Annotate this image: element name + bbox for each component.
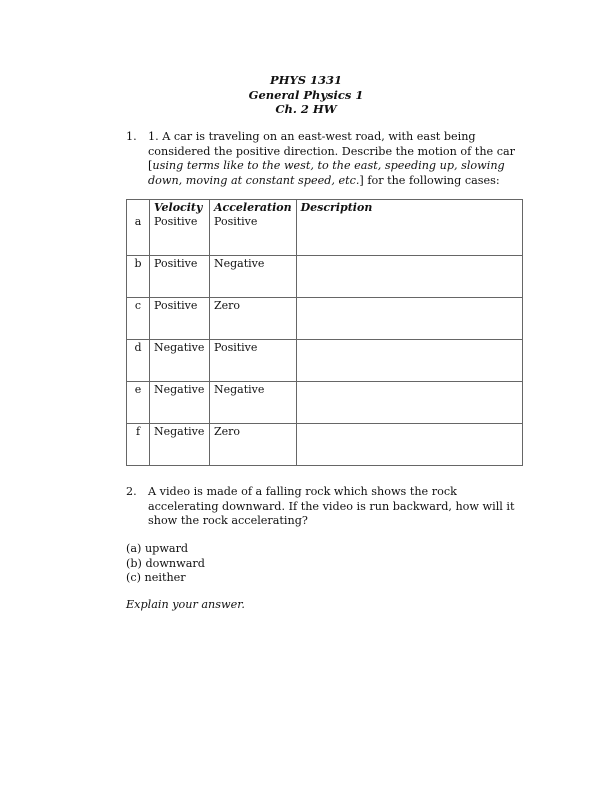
question-1-outro: ] for the following cases: bbox=[359, 173, 500, 187]
acceleration-cell: Zero bbox=[210, 298, 297, 340]
velocity-cell: Negative bbox=[150, 340, 210, 382]
row-label: e bbox=[127, 382, 150, 424]
question-1-intro: 1. A car is traveling on an east-west road, with east being considered the positive direction. Describe the motion of the car [ bbox=[148, 130, 516, 172]
explain-prompt: Explain your answer. bbox=[126, 598, 245, 611]
acceleration-cell: Negative bbox=[210, 382, 297, 424]
question-2-text: A video is made of a falling rock which shows the rock accelerating downward. If the video is run backward, how will it show the rock accelerating? bbox=[148, 485, 515, 527]
row-label: f bbox=[127, 424, 150, 466]
option-c: (c) neither bbox=[126, 571, 186, 584]
table-header-row bbox=[127, 200, 523, 215]
table-row bbox=[127, 424, 523, 466]
row-label: b bbox=[127, 256, 150, 298]
description-cell[interactable] bbox=[296, 298, 522, 340]
acceleration-cell: Positive bbox=[210, 214, 297, 256]
acceleration-cell: Zero bbox=[210, 424, 297, 466]
motion-table bbox=[126, 199, 523, 466]
table-row bbox=[127, 214, 523, 256]
description-cell[interactable] bbox=[296, 424, 522, 466]
question-1-text bbox=[148, 130, 526, 188]
course-name: General Physics 1 bbox=[248, 87, 364, 102]
velocity-cell: Positive bbox=[150, 298, 210, 340]
assignment-title: Ch. 2 HW bbox=[275, 102, 337, 116]
velocity-cell: Negative bbox=[150, 424, 210, 466]
course-code: PHYS 1331 bbox=[269, 73, 343, 87]
table-row bbox=[127, 298, 523, 340]
answer-options bbox=[126, 542, 205, 586]
question-2 bbox=[126, 485, 526, 529]
question-1 bbox=[126, 130, 526, 188]
velocity-cell: Negative bbox=[150, 382, 210, 424]
description-cell[interactable] bbox=[296, 340, 522, 382]
question-1-italic-hint: using terms like to the west, to the east, speeding up, slowing down, moving at constant speed, etc. bbox=[148, 159, 505, 187]
document-title bbox=[0, 73, 612, 117]
row-label: d bbox=[127, 340, 150, 382]
option-a: (a) upward bbox=[126, 542, 189, 555]
velocity-cell: Positive bbox=[150, 256, 210, 298]
header-row-label bbox=[127, 200, 150, 215]
header-description: Description bbox=[296, 200, 522, 215]
description-cell[interactable] bbox=[296, 256, 522, 298]
table-row bbox=[127, 256, 523, 298]
option-b: (b) downward bbox=[126, 556, 205, 570]
table-row bbox=[127, 382, 523, 424]
acceleration-cell: Positive bbox=[210, 340, 297, 382]
header-velocity: Velocity bbox=[150, 200, 210, 215]
description-cell[interactable] bbox=[296, 214, 522, 256]
header-acceleration: Acceleration bbox=[210, 200, 297, 215]
question-2-number: 2. bbox=[126, 485, 137, 498]
question-1-number: 1. bbox=[126, 130, 137, 143]
row-label: a bbox=[127, 214, 150, 256]
row-label: c bbox=[127, 298, 150, 340]
table-row bbox=[127, 340, 523, 382]
velocity-cell: Positive bbox=[150, 214, 210, 256]
description-cell[interactable] bbox=[296, 382, 522, 424]
acceleration-cell: Negative bbox=[210, 256, 297, 298]
